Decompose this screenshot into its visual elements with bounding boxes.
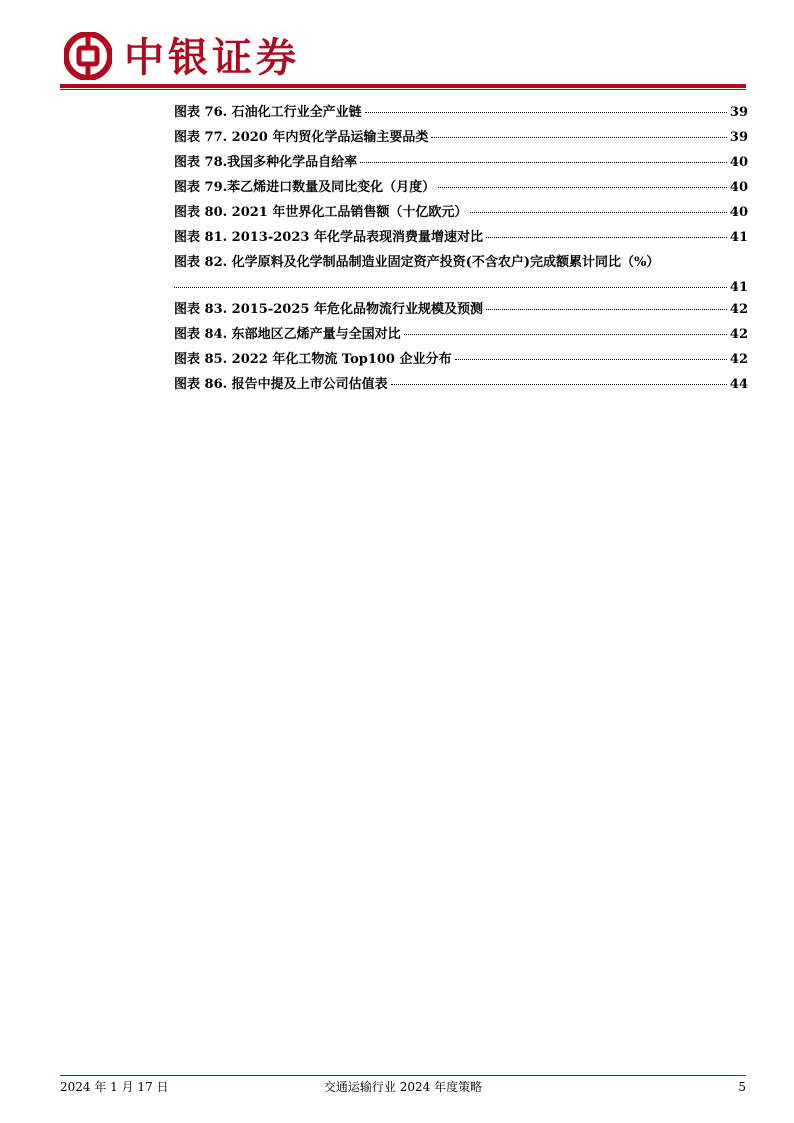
toc-leader: [431, 137, 727, 138]
toc-entry[interactable]: [174, 125, 748, 150]
toc-page: 40: [729, 205, 748, 220]
page-header: [0, 0, 794, 90]
toc-page: 40: [729, 155, 748, 170]
toc-entry[interactable]: [174, 225, 748, 250]
bank-of-china-logo-icon: [64, 32, 112, 80]
toc-leader: [486, 237, 727, 238]
toc-page: 42: [729, 302, 748, 317]
figure-index-list: [174, 100, 748, 397]
toc-entry[interactable]: [174, 322, 748, 347]
toc-page: 41: [729, 230, 748, 245]
toc-page: 42: [729, 352, 748, 367]
toc-leader: [455, 359, 727, 360]
toc-label: 图表 79.苯乙烯进口数量及同比变化（月度）: [174, 180, 436, 195]
toc-page: 42: [729, 327, 748, 342]
toc-label: 图表 78.我国多种化学品自给率: [174, 155, 358, 170]
toc-label: 图表 86. 报告中提及上市公司估值表: [174, 377, 388, 392]
brand-name: 中银证券: [124, 35, 300, 81]
toc-entry[interactable]: [174, 250, 748, 297]
toc-label: 图表 76. 石油化工行业全产业链: [174, 105, 362, 120]
toc-entry[interactable]: [174, 100, 748, 125]
toc-page: 39: [729, 105, 748, 120]
toc-leader: [470, 212, 727, 213]
toc-label: 图表 80. 2021 年世界化工品销售额（十亿欧元）: [174, 205, 468, 220]
toc-label: 图表 85. 2022 年化工物流 Top100 企业分布: [174, 352, 452, 367]
toc-leader: [360, 162, 727, 163]
toc-entry[interactable]: [174, 175, 748, 200]
page-number: 5: [738, 1080, 746, 1094]
toc-leader: [365, 112, 727, 113]
toc-page: 40: [729, 180, 748, 195]
toc-entry[interactable]: [174, 297, 748, 322]
toc-label: 图表 77. 2020 年内贸化学品运输主要品类: [174, 130, 429, 145]
footer-divider: [60, 1075, 746, 1076]
toc-entry[interactable]: [174, 372, 748, 397]
header-divider-thin: [60, 89, 746, 90]
toc-page: 39: [729, 130, 748, 145]
toc-leader: [404, 334, 727, 335]
toc-leader: [391, 384, 727, 385]
footer-title: 交通运输行业 2024 年度策略: [323, 1080, 483, 1094]
header-divider: [60, 84, 746, 88]
toc-leader: [438, 187, 727, 188]
toc-label: 图表 82. 化学原料及化学制品制造业固定资产投资(不含农户)完成额累计同比（%）: [174, 255, 660, 270]
footer-date: 2024 年 1 月 17 日: [60, 1080, 169, 1094]
toc-entry[interactable]: [174, 150, 748, 175]
toc-label: 图表 83. 2015-2025 年危化品物流行业规模及预测: [174, 302, 483, 317]
toc-leader: [174, 287, 727, 288]
toc-page: 44: [729, 377, 748, 392]
toc-entry[interactable]: [174, 347, 748, 372]
toc-page: 41: [729, 280, 748, 295]
toc-label: 图表 84. 东部地区乙烯产量与全国对比: [174, 327, 401, 342]
toc-entry[interactable]: [174, 200, 748, 225]
toc-leader: [486, 309, 727, 310]
toc-label: 图表 81. 2013-2023 年化学品表现消费量增速对比: [174, 230, 483, 245]
